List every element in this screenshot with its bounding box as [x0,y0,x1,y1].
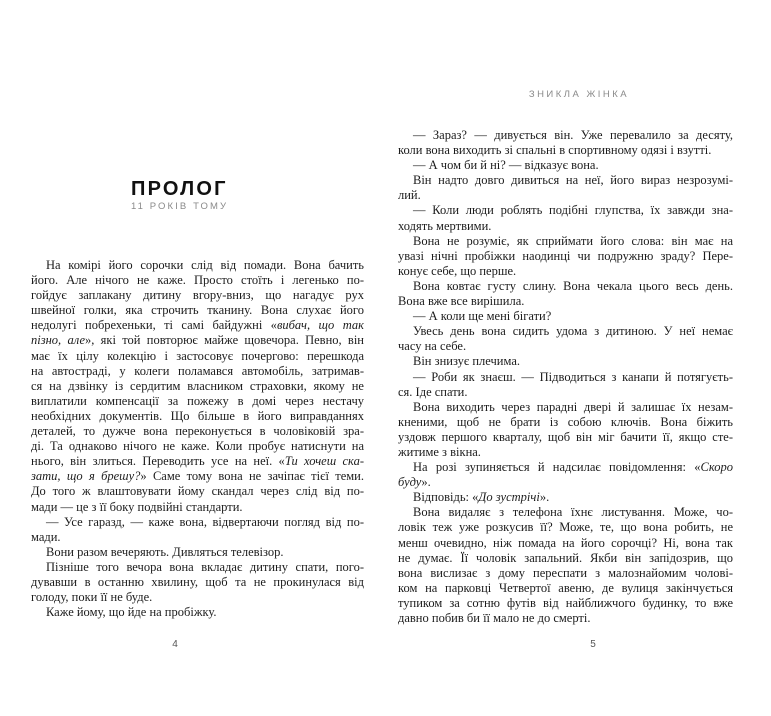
text-segment: На комірі його сорочки слід від помади. Вона бачить [46,258,364,272]
text-segment: Пізніше того вечора вона вкладає дитину спати, пого- [46,559,364,574]
text-line [31,379,364,394]
text-segment: його. Але нічого не каже. Просто стоїть і легенько по- [31,273,364,288]
text-segment: Вона не розуміє, як сприймати його слова: він має на [413,233,733,248]
text-line [398,460,733,475]
text-line [398,551,733,566]
text-segment: коли вона виходить зі спальні в спортивному одязі і взутті. [398,143,712,158]
text-line [398,128,733,143]
text-segment: дувавши в останню хвилину, щоб та не прокинулася від [31,574,364,589]
text-segment: ». [421,475,431,490]
chapter-title: ПРОЛОГ [131,178,228,200]
text-line [398,581,733,596]
text-segment: Він надто довго дивиться на неї, його вираз незрозумі- [413,173,733,188]
text-line [398,400,733,415]
text-line [398,536,733,551]
text-segment: необхідних документів. Що більше в його виправданнях [31,408,364,423]
text-line [398,475,733,490]
text-segment: часу на себе. [398,339,467,354]
text-segment: Вона виходить через парадні двері й залишає їх незам- [413,399,733,414]
text-line [31,364,364,379]
text-segment: житиме з вікна. [398,444,481,459]
text-segment: давно побив би її мало не до смерті. [398,611,591,625]
paragraph [398,279,733,309]
paragraph [398,490,733,505]
text-line [31,303,364,318]
text-segment: — Коли люди роблять подібні глупства, їх завжди зна- [413,203,733,218]
text-line [31,318,364,333]
italic-text-segment: вибач, що так [276,318,364,333]
text-segment: ком на парковці Четвертої авеню, де вулиця закінчується [398,580,733,595]
text-line [398,490,733,505]
text-segment: — Зараз? — дивується він. Уже перевалило за десяту, [413,128,733,142]
italic-text-segment: зати, що я брешу? [31,469,141,484]
text-segment: ловік теж уже розкусив її? Може, те, що вона робить, не [398,520,733,535]
text-line [398,234,733,249]
text-segment: ходять мертвими. [398,218,492,233]
text-line [398,566,733,581]
text-line [398,415,733,430]
text-line [398,188,733,203]
running-header: ЗНИКЛА ЖІНКА [528,89,630,100]
text-line [31,424,364,439]
left-page-body [31,258,364,620]
text-line [31,560,364,575]
italic-text-segment: буду [398,475,422,490]
text-segment: мади. [31,529,61,544]
chapter-subtitle: 11 РОКІВ ТОМУ [131,201,229,212]
text-line [398,249,733,264]
text-segment: Вона видаляє з телефона їхнє листування. Може, чо- [413,505,733,520]
paragraph [398,234,733,279]
text-segment: конує себе, що перше. [398,263,517,278]
text-line [398,158,733,173]
text-line [398,385,733,400]
italic-text-segment: Скоро [700,460,733,475]
paragraph [398,128,733,158]
page-number-left: 4 [172,639,178,650]
text-segment: Вони разом вечеряють. Дивляться телевізор. [46,544,284,559]
text-line [398,309,733,324]
paragraph [31,605,364,620]
paragraph [398,460,733,490]
text-line [398,445,733,460]
text-line [398,324,733,339]
text-segment: На розі зупиняється й надсилає повідомлення: « [413,460,701,475]
text-line [31,469,364,484]
paragraph [398,173,733,203]
paragraph [398,370,733,400]
paragraph [398,354,733,369]
paragraph [31,515,364,545]
text-segment: менш очевидно, ніж помада на його сорочці? Ні, вона так [398,535,733,550]
text-line [31,394,364,409]
text-segment: тупиком за сотню футів від найближчого будинку, то вже [398,595,733,610]
right-page-body [398,128,733,626]
italic-text-segment: До зустрічі [478,490,540,505]
text-segment: — Роби як знаєш. — Підводиться з канапи й потягуєть- [413,369,733,384]
paragraph [398,324,733,354]
text-segment: мади — це з її боку подвійні стандарти. [31,499,243,514]
text-line [398,203,733,218]
text-line [31,605,364,620]
text-segment: Він знизує плечима. [413,354,520,369]
text-line [31,454,364,469]
text-segment: — А коли ще мені бігати? [413,309,552,324]
text-segment: має їх цілу колекцію і застосовує почергово: перешкода [31,348,364,363]
text-segment: — Усе гаразд, — каже вона, відвертаючи погляд від по- [46,514,364,529]
text-line [31,288,364,303]
chapter-heading [131,178,228,212]
text-segment: на автостраді, у колеги поламався автомобіль, затримав- [31,363,364,378]
text-line [31,500,364,515]
text-line [31,484,364,499]
italic-text-segment: пізно, але [31,333,86,348]
text-segment: лий. [398,188,421,203]
page-number-right: 5 [590,639,596,650]
paragraph [398,203,733,233]
text-line [398,264,733,279]
text-segment: нього, він злиться. Переводить усе на неї. « [31,454,285,469]
text-line [31,258,364,273]
text-line [31,273,364,288]
text-line [398,520,733,535]
paragraph [31,258,364,515]
text-line [31,349,364,364]
text-segment: Вона ковтає густу слину. Вона чекала цього весь день. [413,278,733,293]
text-segment: — А чом би й ні? — відказує вона. [413,158,599,173]
text-line [31,515,364,530]
text-segment: уздовж першого кварталу, щоб він міг бачити її, якщо сте- [398,429,733,444]
paragraph [398,505,733,626]
text-line [398,505,733,520]
text-line [31,545,364,560]
paragraph [398,158,733,173]
text-line [398,430,733,445]
paragraph [31,545,364,560]
paragraph [398,400,733,460]
text-line [398,611,733,626]
text-line [31,530,364,545]
text-segment: ». [539,490,550,505]
text-segment: увазі нічні пробіжки наодинці чи подружню зраду? Пере- [398,248,733,263]
text-line [398,173,733,188]
text-line [398,596,733,611]
text-segment: голоду, поки її не буде. [31,590,153,605]
text-segment: ся. Іде спати. [398,384,468,399]
text-segment: вона вислизає з дому переспати з малознайомим чолові- [398,565,733,580]
text-segment: не думає. Її чоловік запальний. Якби він запідозрив, що [398,550,733,565]
text-segment: гойдує заплакану дитину вгору-вниз, що нагадує рух [31,288,364,303]
text-line [398,354,733,369]
text-line [398,294,733,309]
text-segment: недолугі побрехеньки, ті самі байдужні « [31,318,277,333]
text-segment: кненими, щоб не брати із собою ключів. Вона біжить [398,414,733,429]
text-line [31,439,364,454]
text-segment: До того ж влаштовувати йому скандал через слід від по- [31,484,364,499]
text-line [398,143,733,158]
paragraph [398,309,733,324]
text-line [398,219,733,234]
text-segment: ся на дзвінку із сердитим власником страховки, якому не [31,378,364,393]
text-line [31,409,364,424]
text-line [31,575,364,590]
italic-text-segment: Ти хочеш ска- [284,454,364,469]
text-segment: Відповідь: « [413,490,479,505]
text-line [31,590,364,605]
paragraph [31,560,364,605]
text-segment: Вона вже все вирішила. [398,294,525,309]
text-segment: ді. Та однаково нічого не каже. Коли пробує натиснути на [31,439,364,454]
text-segment: » Саме тому вона не зачіпає тієї теми. [140,469,364,484]
text-line [398,339,733,354]
text-line [398,279,733,294]
text-segment: швейної голки, яка строчить тканину. Вона слухає його [31,303,364,318]
text-segment: деталей, то дужче вона переконується в чоловіковій зра- [31,424,364,439]
text-segment: », які той повторює майже щовечора. Певно, він [85,333,364,348]
text-segment: Увесь день вона сидить удома з дитиною. У неї немає [413,324,733,339]
text-line [31,333,364,348]
text-segment: виплатили компенсації за пожежу в домі через нестачу [31,393,364,408]
text-line [398,370,733,385]
text-segment: Каже йому, що йде на пробіжку. [46,605,217,620]
